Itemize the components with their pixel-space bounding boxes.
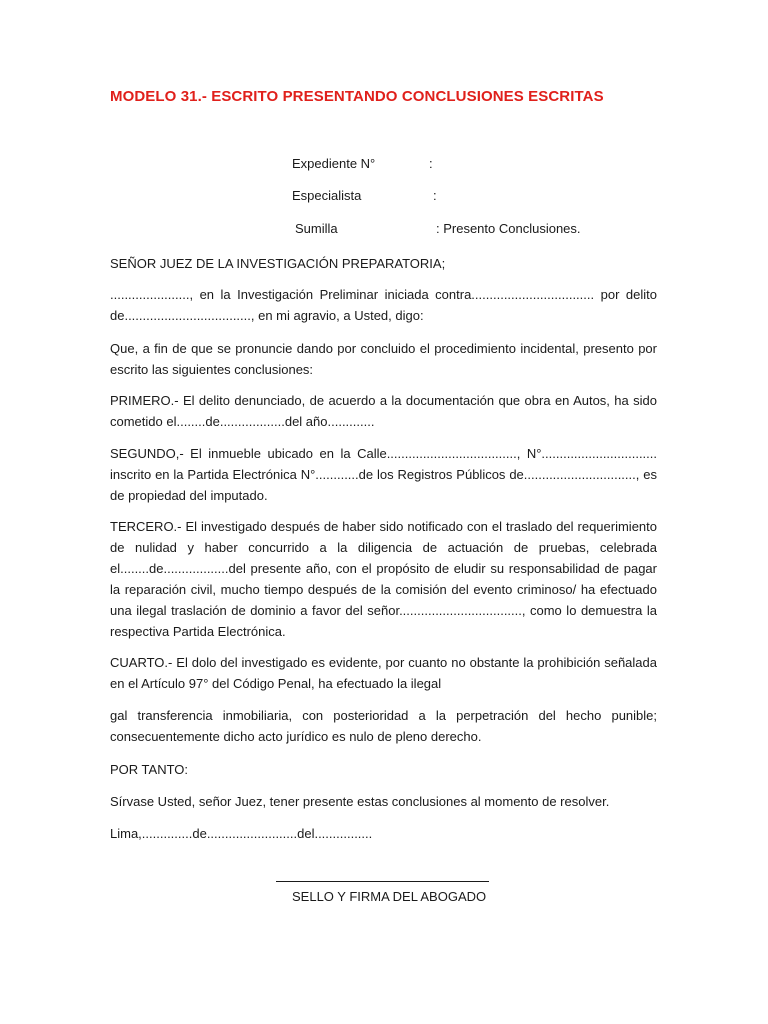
place-date: Lima,..............de.........................del................ <box>110 826 373 841</box>
header-field-value: : Presento Conclusiones. <box>436 221 581 236</box>
signature-label: SELLO Y FIRMA DEL ABOGADO <box>292 889 487 904</box>
closing-request: Sírvase Usted, señor Juez, tener presente estas conclusiones al momento de resolver. <box>110 794 610 809</box>
signature-line <box>276 881 489 882</box>
paragraph-segundo: SEGUNDO,- El inmueble ubicado en la Calle...................................., N°................................ inscrito en la Partida Electrónica N°............de los Registros Públicos de..............................., es de propiedad del imputado. <box>110 446 657 503</box>
header-field-sumilla <box>295 221 581 236</box>
header-field-label: Expediente N° <box>292 156 376 171</box>
header-field-expediente <box>292 156 433 171</box>
addressee: SEÑOR JUEZ DE LA INVESTIGACIÓN PREPARATORIA; <box>110 256 446 271</box>
paragraph-continuation: gal transferencia inmobiliaria, con posterioridad a la perpetración del hecho punible; consecuentemente dicho acto jurídico es nulo de pleno derecho. <box>110 708 657 744</box>
header-field-label: Especialista <box>292 188 362 203</box>
paragraph-cuarto: CUARTO.- El dolo del investigado es evidente, por cuanto no obstante la prohibición señalada en el Artículo 97° del Código Penal, ha efectuado la ilegal <box>110 655 657 691</box>
paragraph-que: Que, a fin de que se pronuncie dando por concluido el procedimiento incidental, presento por escrito las siguientes conclusiones: <box>110 341 657 377</box>
por-tanto: POR TANTO: <box>110 762 189 777</box>
header-field-value: : <box>429 156 433 171</box>
header-field-label: Sumilla <box>295 221 338 236</box>
paragraph-intro: ......................, en la Investigación Preliminar iniciada contra.................................. por delito de..................................., en mi agravio, a Usted, digo: <box>110 287 657 323</box>
paragraph-tercero: TERCERO.- El investigado después de haber sido notificado con el traslado del requerimiento de nulidad y haber concurrido a la diligencia de actuación de pruebas, celebrada el........de..................del presente año, con el propósito de eludir su responsabilidad de pagar la reparación civil, mucho tiempo después de la comisión del evento criminoso/ ha efectuado una ilegal traslación de dominio a favor del señor.................................., como lo demuestra la respectiva Partida Electrónica. <box>110 519 657 639</box>
header-field-value: : <box>433 188 437 203</box>
document-title: MODELO 31.- ESCRITO PRESENTANDO CONCLUSIONES ESCRITAS <box>110 88 604 105</box>
paragraph-primero: PRIMERO.- El delito denunciado, de acuerdo a la documentación que obra en Autos, ha sido cometido el........de..................del año............. <box>110 393 657 429</box>
header-field-especialista <box>292 188 437 203</box>
